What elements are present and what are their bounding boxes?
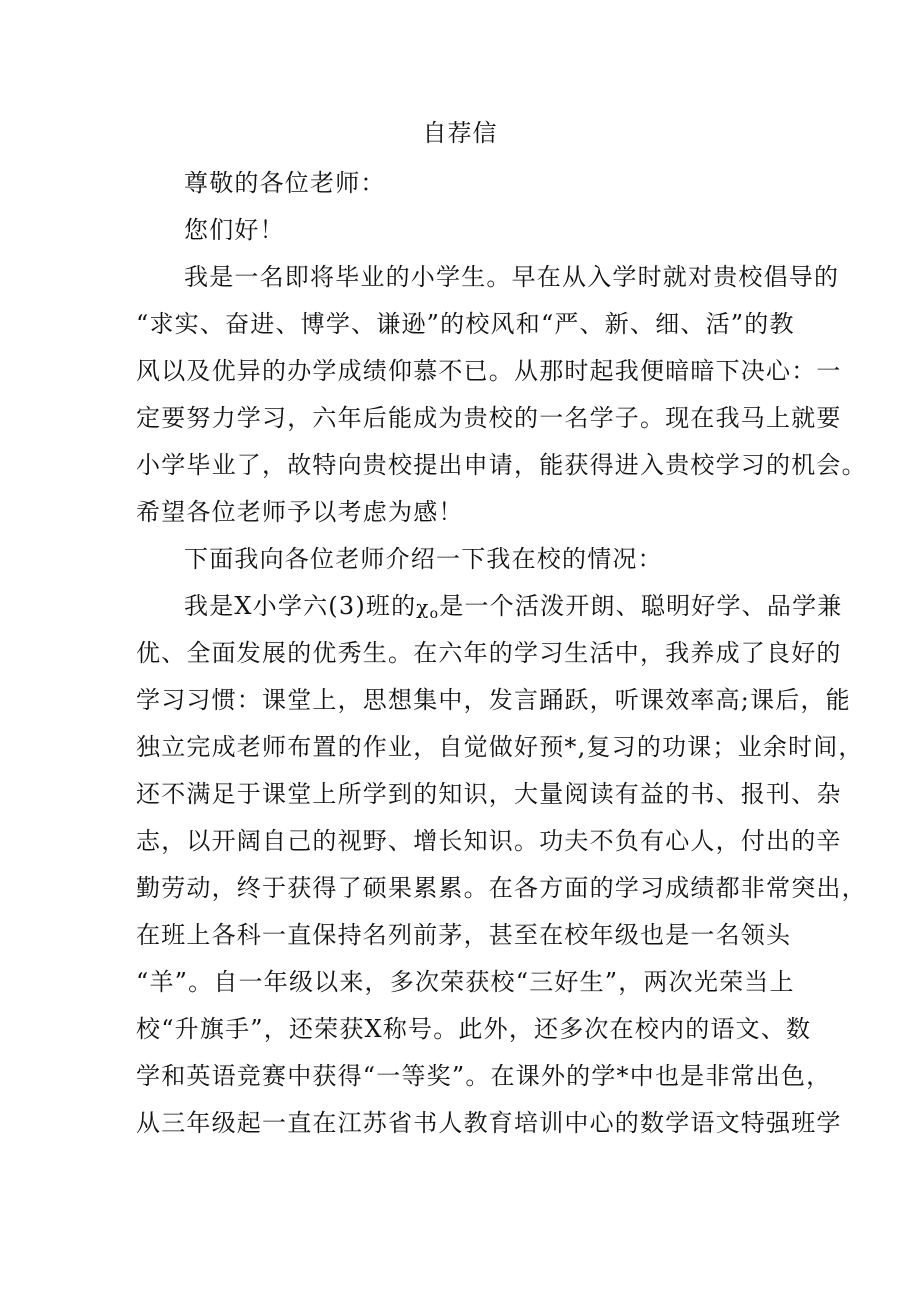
paragraph3-first-after: 是一个活泼开朗、聪明好学、品学兼: [439, 592, 843, 620]
paragraph3-line: 学和英语竞赛中获得“一等奖”。在课外的学*中也是非常出色，: [136, 1062, 832, 1090]
paragraph3-line: 从三年级起一直在江苏省书人教育培训中心的数学语文特强班学: [136, 1109, 842, 1137]
paragraph3-line: 勤劳动，终于获得了硕果累累。在各方面的学习成绩都非常突出，: [136, 874, 867, 902]
paragraph1-line: 风以及优异的办学成绩仰慕不已。从那时起我便暗暗下决心：一: [136, 357, 842, 385]
paragraph3-first-line: [184, 589, 843, 631]
paragraph3-line: 在班上各科一直保持名列前茅，甚至在校年级也是一名领头: [136, 921, 792, 949]
paragraph3-line: 优、全面发展的优秀生。在六年的学习生活中，我养成了良好的: [136, 639, 842, 667]
paragraph1-line: 小学毕业了，故特向贵校提出申请，能获得进入贵校学习的机会。: [136, 451, 867, 479]
paragraph1-line: 定要努力学习，六年后能成为贵校的一名学子。现在我马上就要: [136, 404, 842, 432]
salutation: 尊敬的各位老师：: [184, 169, 386, 197]
document-title: 自荐信: [422, 119, 498, 147]
paragraph1-line: “求实、奋进、博学、谦逊”的校风和“严、新、细、活”的教: [136, 310, 795, 338]
paragraph3-line: 志，以开阔自己的视野、增长知识。功夫不负有心人，付出的辛: [136, 827, 842, 855]
paragraph3-line: “羊”。自一年级以来，多次荣获校“三好生”，两次光荣当上: [136, 968, 795, 996]
greeting: 您们好！: [184, 216, 285, 244]
paragraph3-line: 校“升旗手”，还荣获X称号。此外，还多次在校内的语文、数: [136, 1015, 812, 1043]
paragraph1-line: 希望各位老师予以考虑为感！: [136, 498, 464, 526]
paragraph1-line: 我是一名即将毕业的小学生。早在从入学时就对贵校倡导的: [184, 263, 840, 291]
paragraph3-line: 独立完成老师布置的作业，自觉做好预*,复习的功课；业余时间，: [136, 733, 864, 761]
paragraph3-line: 还不满足于课堂上所学到的知识，大量阅读有益的书、报刊、杂: [136, 780, 842, 808]
symbol-chi: χ: [416, 595, 430, 619]
symbol-subscript: o: [429, 606, 440, 622]
paragraph2: 下面我向各位老师介绍一下我在校的情况：: [184, 545, 663, 573]
paragraph3-first-before: 我是X小学六(3)班的: [184, 592, 417, 620]
paragraph3-line: 学习习惯：课堂上，思想集中，发言踊跃，听课效率高;课后，能: [136, 686, 851, 714]
